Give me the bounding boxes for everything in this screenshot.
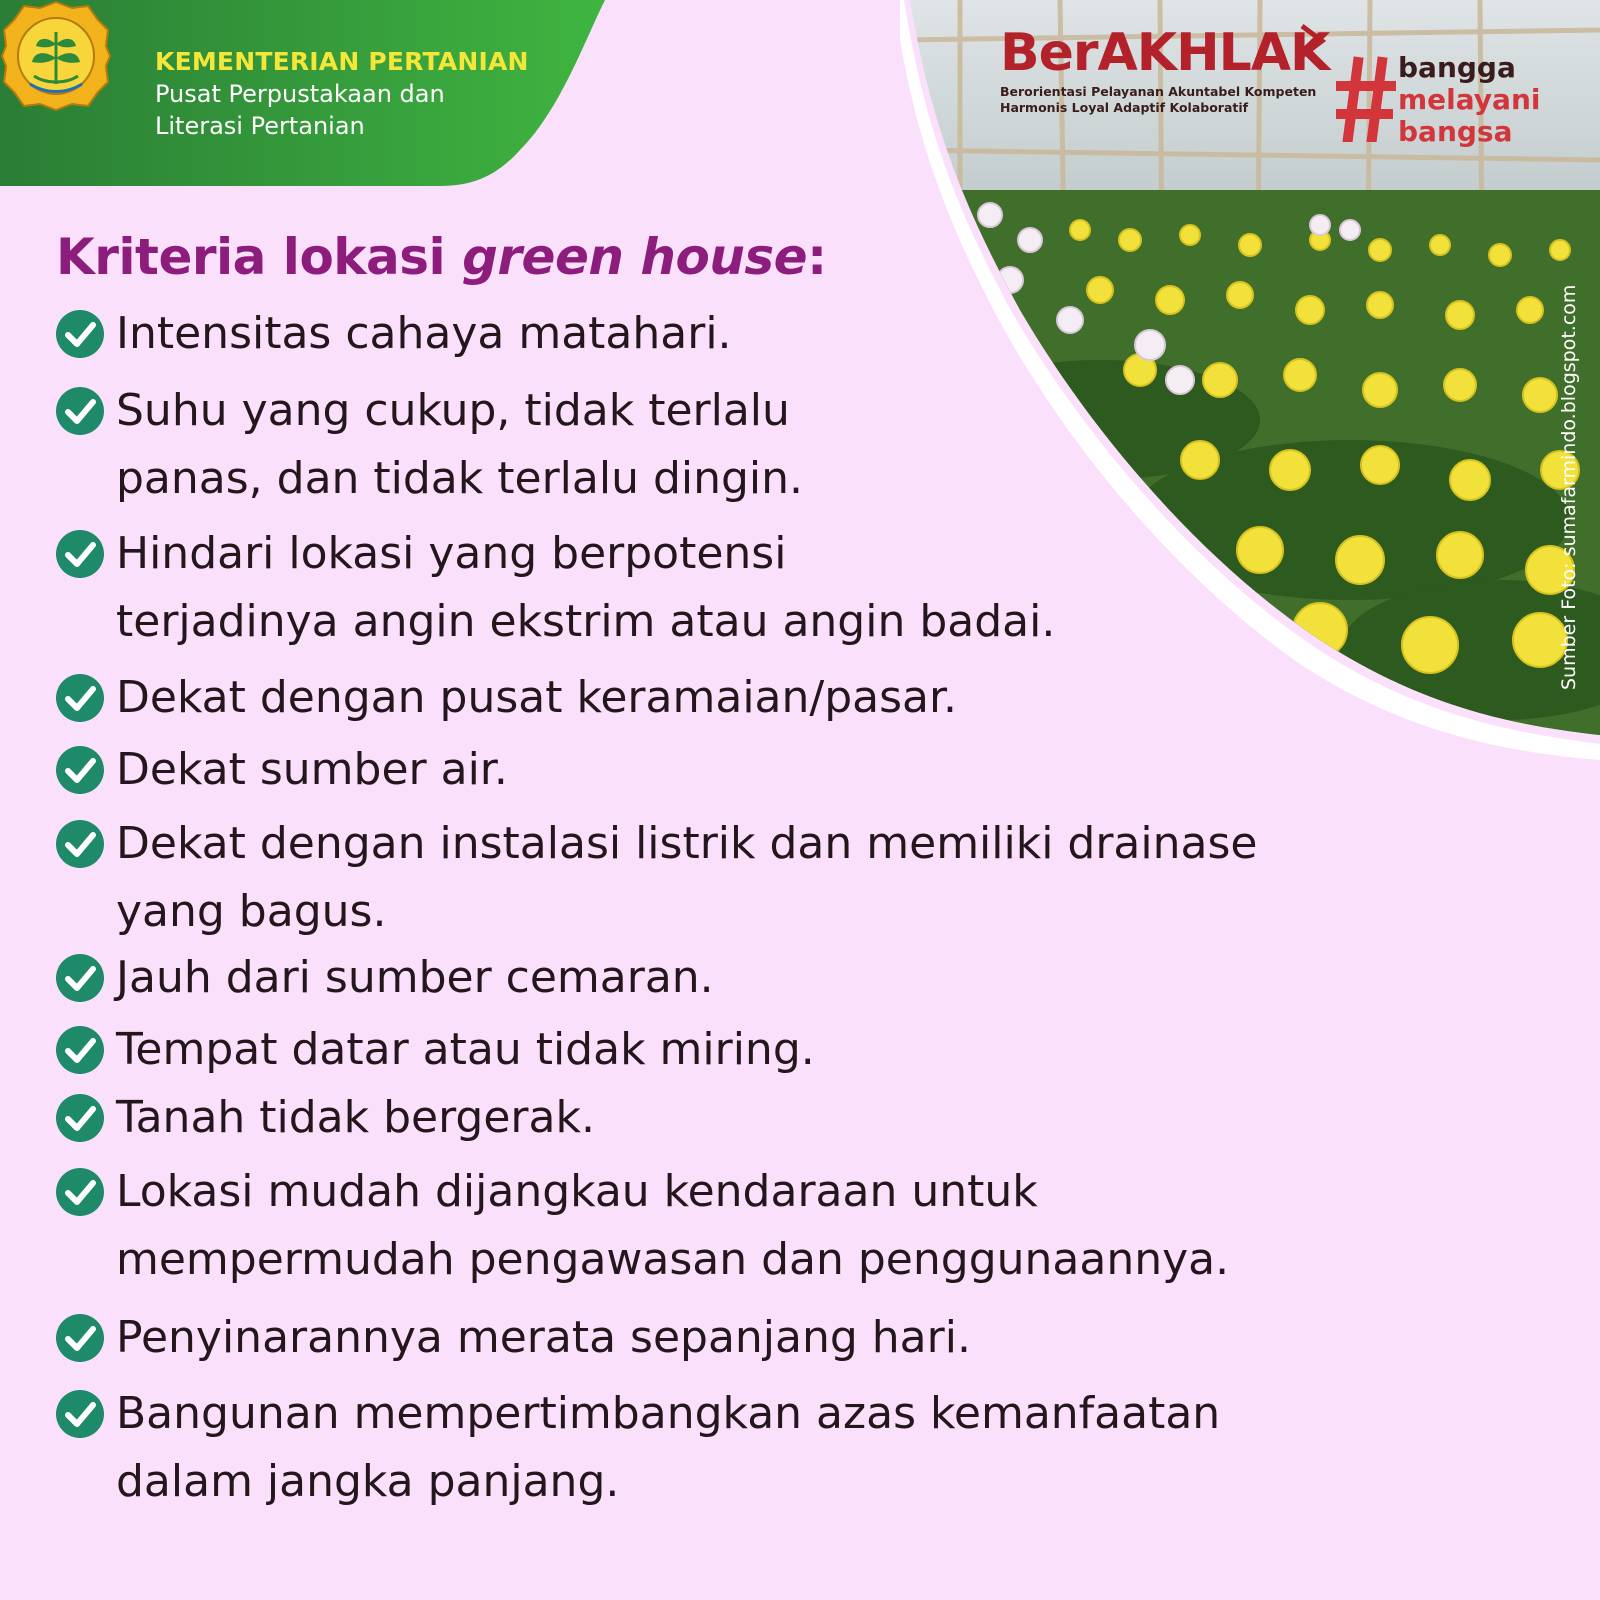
check-circle-icon xyxy=(56,1026,104,1074)
berakhlak-logo xyxy=(1000,22,1330,116)
criterion-line: Tempat datar atau tidak miring. xyxy=(116,1024,815,1075)
bangga-text: bangga xyxy=(1398,51,1516,84)
check-circle-icon xyxy=(56,954,104,1002)
berakhlak-title: BerAKHLAK xyxy=(1000,23,1330,83)
criterion-line: Penyinarannya merata sepanjang hari. xyxy=(116,1312,971,1363)
criterion-line: mempermudah pengawasan dan penggunaannya. xyxy=(116,1234,1230,1285)
criterion-line: terjadinya angin ekstrim atau angin badai. xyxy=(116,596,1056,647)
header-banner xyxy=(0,0,620,188)
criterion-line: Tanah tidak bergerak. xyxy=(116,1092,595,1143)
criterion-text xyxy=(116,944,714,1012)
check-circle-icon xyxy=(56,387,104,435)
check-circle-icon xyxy=(56,1168,104,1216)
criterion-line: dalam jangka panjang. xyxy=(116,1456,620,1507)
page-title xyxy=(56,228,827,286)
criterion-line: Bangunan mempertimbangkan azas kemanfaatan xyxy=(116,1388,1221,1439)
berakhlak-values-line1: Berorientasi Pelayanan Akuntabel Kompeten xyxy=(1000,84,1317,99)
bangga-melayani-bangsa-logo xyxy=(1398,52,1540,148)
organization-unit-line2: Literasi Pertanian xyxy=(155,112,365,140)
criterion-text xyxy=(116,664,957,732)
check-circle-icon xyxy=(56,1314,104,1362)
criterion-text xyxy=(116,736,508,804)
title-suffix: : xyxy=(807,228,827,286)
bangsa-text: bangsa xyxy=(1398,115,1513,148)
criterion-text xyxy=(116,520,1055,656)
melayani-text: melayani xyxy=(1398,83,1541,116)
criterion-line: Hindari lokasi yang berpotensi xyxy=(116,528,787,579)
criterion-line: panas, dan tidak terlalu dingin. xyxy=(116,453,804,504)
check-circle-icon xyxy=(56,1094,104,1142)
title-prefix: Kriteria lokasi xyxy=(56,228,463,286)
check-circle-icon xyxy=(56,310,104,358)
criterion-line: Intensitas cahaya matahari. xyxy=(116,308,732,359)
criterion-line: Suhu yang cukup, tidak terlalu xyxy=(116,385,790,436)
criterion-text xyxy=(116,300,732,368)
criterion-line: Lokasi mudah dijangkau kendaraan untuk xyxy=(116,1166,1038,1217)
check-circle-icon xyxy=(56,1390,104,1438)
criterion-line: yang bagus. xyxy=(116,886,387,937)
check-circle-icon xyxy=(56,746,104,794)
organization-block xyxy=(155,46,529,142)
photo-credit: Sumber Foto: sumafarmindo.blogspot.com xyxy=(1558,284,1580,690)
berakhlak-values-line2: Harmonis Loyal Adaptif Kolaboratif xyxy=(1000,100,1249,115)
title-emphasis: green house xyxy=(462,228,808,286)
criterion-text xyxy=(116,1380,1220,1516)
criterion-line: Dekat sumber air. xyxy=(116,744,508,795)
criterion-text xyxy=(116,1084,595,1152)
criterion-text xyxy=(116,1304,971,1372)
kementan-emblem-icon xyxy=(0,0,112,112)
criterion-text xyxy=(116,1016,815,1084)
criterion-line: Dekat dengan pusat keramaian/pasar. xyxy=(116,672,958,723)
check-circle-icon xyxy=(56,820,104,868)
organization-name: KEMENTERIAN PERTANIAN xyxy=(155,47,529,76)
hashtag-icon xyxy=(1336,56,1396,142)
criterion-text xyxy=(116,377,803,513)
check-circle-icon xyxy=(56,674,104,722)
criterion-text xyxy=(116,1158,1229,1294)
criterion-line: Jauh dari sumber cemaran. xyxy=(116,952,714,1003)
criterion-text xyxy=(116,810,1257,946)
organization-unit-line1: Pusat Perpustakaan dan xyxy=(155,80,445,108)
criterion-line: Dekat dengan instalasi listrik dan memiliki drainase xyxy=(116,818,1258,869)
check-circle-icon xyxy=(56,530,104,578)
chevron-right-icon xyxy=(1298,24,1328,58)
